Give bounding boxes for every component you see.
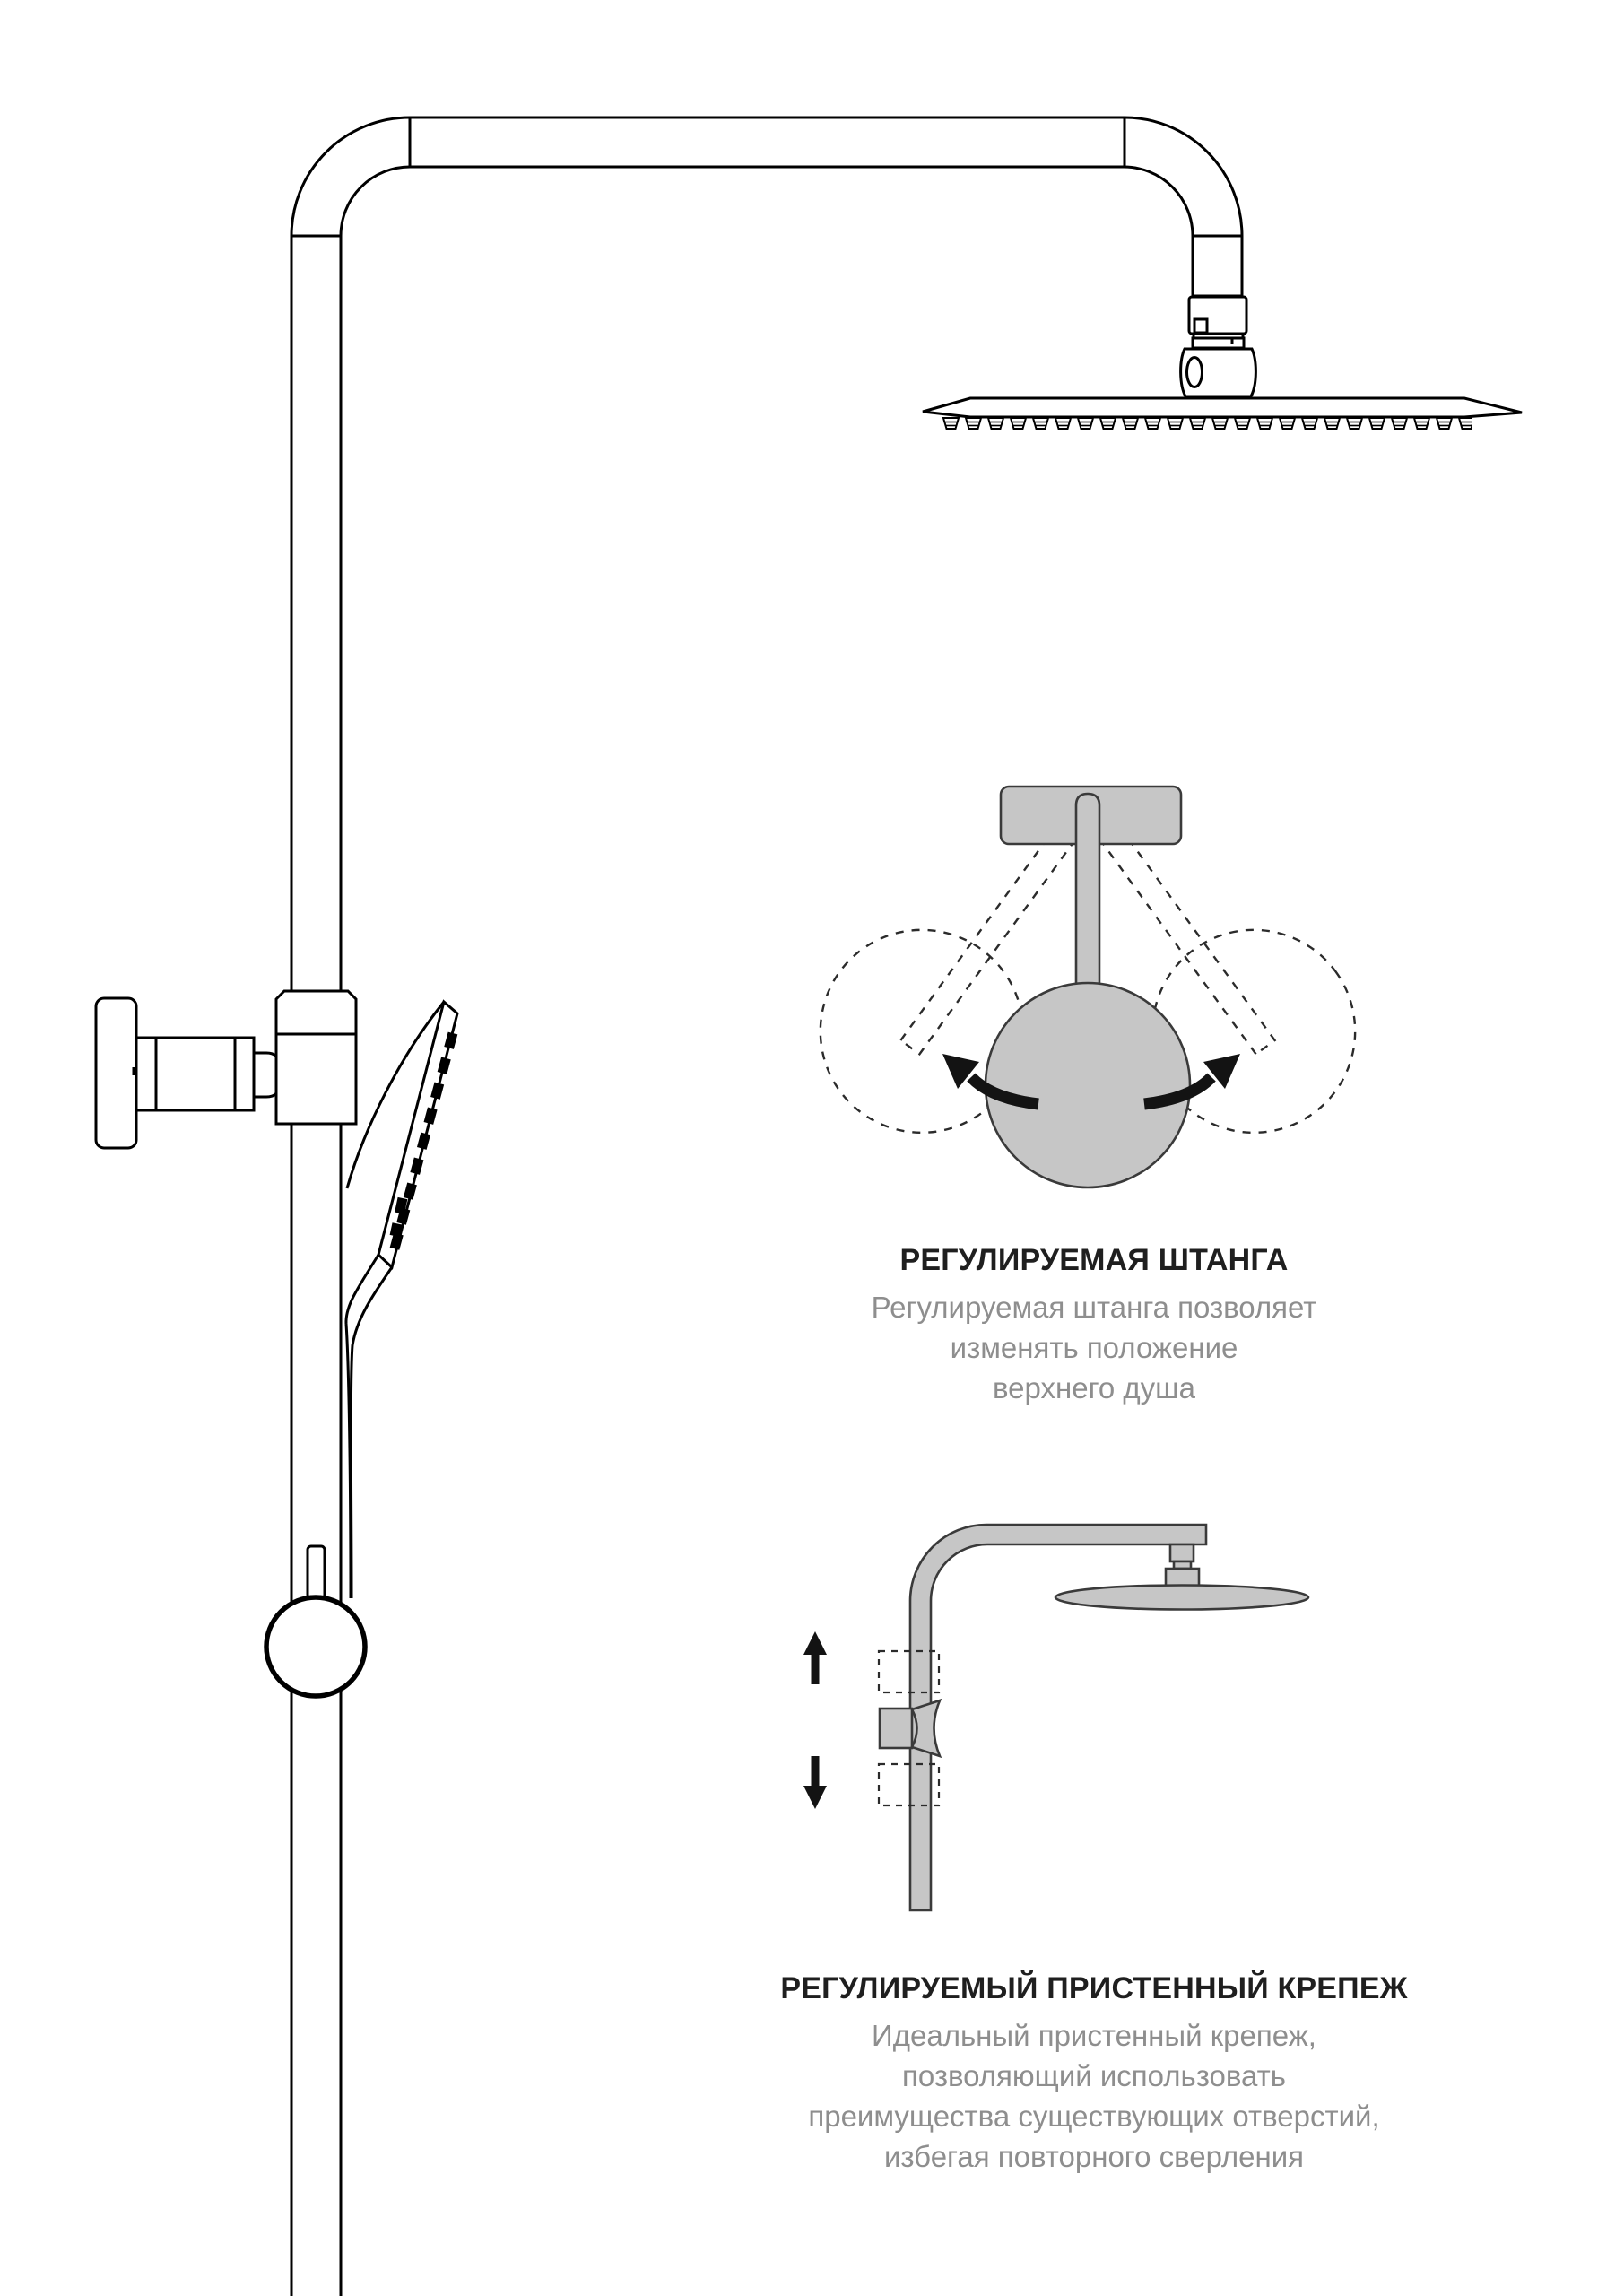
demo-head-collar [1170, 1544, 1194, 1561]
adjustable-bar-description-line: верхнего душа [993, 1371, 1195, 1405]
slider-peg [308, 1546, 325, 1598]
demo-tube [910, 1525, 1206, 1910]
wall-mount-description-line: позволяющий использовать [902, 2059, 1286, 2092]
overhead-shower [923, 297, 1522, 433]
wall-mount [96, 991, 356, 1148]
diagram-adjustable-bar [780, 735, 1395, 1187]
demo-bracket-clip [912, 1700, 940, 1756]
move-down-arrow-icon [803, 1756, 827, 1809]
hand-shower-spray-dots [394, 1033, 453, 1252]
hand-shower-grip-b [351, 1267, 392, 1598]
adjustable-bar-title: РЕГУЛИРУЕМАЯ ШТАНГА [899, 1243, 1289, 1277]
adjustable-bar-description-line: изменять положение [950, 1331, 1238, 1364]
wall-mount-description-line: преимущества существующих отверстий, [808, 2100, 1380, 2133]
ball-joint [1181, 349, 1256, 396]
wall-mount-description-line: Идеальный пристенный крепеж, [872, 2019, 1316, 2052]
collar-notch [1194, 319, 1207, 333]
rain-head-plate [923, 398, 1522, 417]
adjustable-bar-caption [646, 1241, 1542, 1408]
demo-bracket-block [880, 1709, 912, 1748]
hand-shower-grip-c [346, 1324, 351, 1598]
demo-head-joint [1166, 1569, 1199, 1586]
shower-head-top-view [986, 983, 1190, 1187]
adjustable-bar-description-line: Регулируемая штанга позволяет [871, 1291, 1317, 1324]
rain-head-nozzles [940, 417, 1472, 433]
slider-knob-dial [266, 1597, 365, 1696]
swivel-nut [1193, 338, 1244, 348]
demo-head-plate [1055, 1586, 1308, 1610]
wall-mount-caption [646, 1970, 1542, 2177]
wall-flange [96, 998, 136, 1148]
wall-mount-description-line: избегая повторного сверления [883, 2140, 1305, 2173]
hand-shower [346, 1002, 457, 1598]
diagram-wall-mount-demo [803, 1525, 1308, 1910]
move-up-arrow-icon [803, 1631, 827, 1684]
wall-mount-title: РЕГУЛИРУЕМЫЙ ПРИСТЕННЫЙ КРЕПЕЖ [780, 1971, 1408, 2005]
rail-bracket [276, 991, 356, 1124]
